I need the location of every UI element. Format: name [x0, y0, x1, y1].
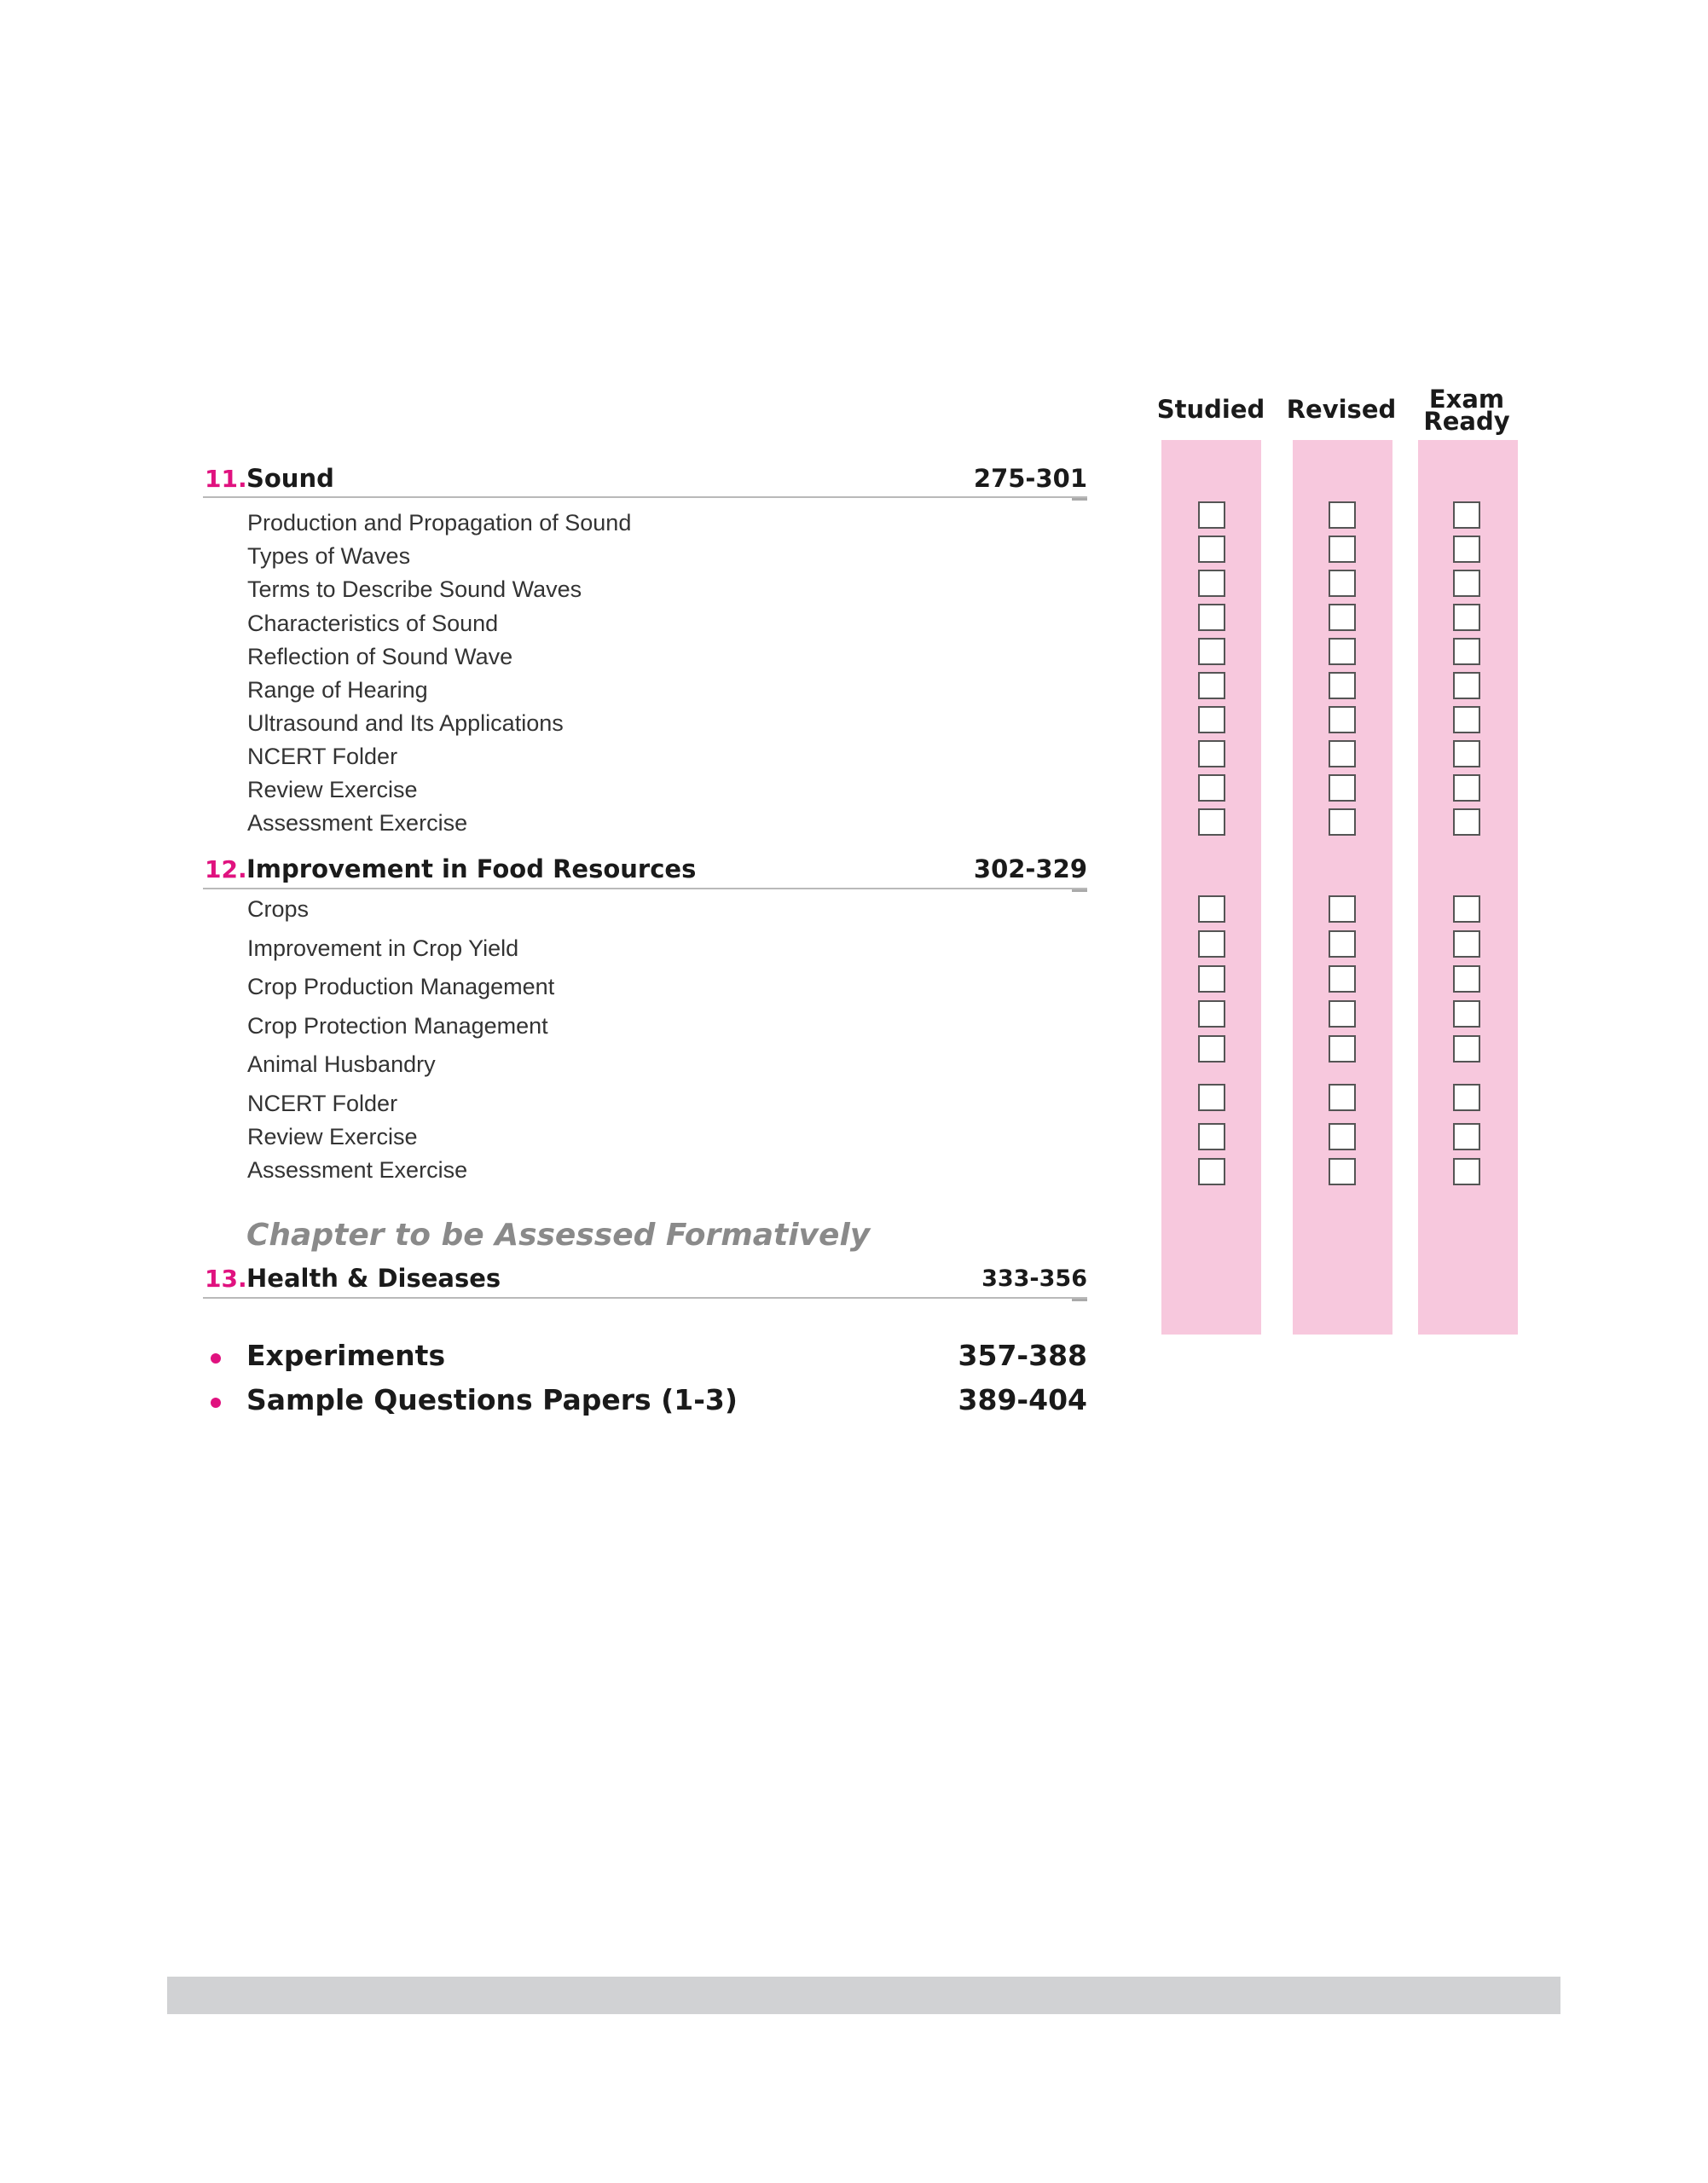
exam-ready-checkbox[interactable]	[1453, 501, 1480, 529]
chapter-title: Health & Diseases	[246, 1264, 501, 1293]
studied-checkbox[interactable]	[1198, 1035, 1225, 1063]
revised-checkbox[interactable]	[1329, 1000, 1356, 1028]
chapter-number: 12.	[205, 855, 247, 883]
studied-checkbox[interactable]	[1198, 1158, 1225, 1185]
chapter-divider	[203, 1297, 1087, 1299]
exam-ready-checkbox[interactable]	[1453, 1123, 1480, 1150]
column-header-exam-ready	[1407, 385, 1526, 436]
studied-checkbox[interactable]	[1198, 501, 1225, 529]
topic-item: Review Exercise	[247, 1124, 418, 1149]
revised-checkbox[interactable]	[1329, 895, 1356, 923]
studied-checkbox[interactable]	[1198, 604, 1225, 631]
assessment-note: Chapter to be Assessed Formatively	[246, 1218, 871, 1253]
topic-item: Assessment Exercise	[247, 1157, 468, 1183]
revised-checkbox[interactable]	[1329, 501, 1356, 529]
studied-checkbox[interactable]	[1198, 965, 1225, 993]
topic-item: Crop Protection Management	[247, 1013, 548, 1039]
exam-ready-checkbox[interactable]	[1453, 1035, 1480, 1063]
studied-checkbox[interactable]	[1198, 1084, 1225, 1111]
revised-checkbox[interactable]	[1329, 808, 1356, 836]
chapter-number: 11.	[205, 465, 247, 493]
column-header-revised: Revised	[1286, 395, 1397, 424]
revised-checkbox[interactable]	[1329, 965, 1356, 993]
exam-ready-checkbox[interactable]	[1453, 895, 1480, 923]
exam-ready-checkbox[interactable]	[1453, 808, 1480, 836]
revised-checkbox[interactable]	[1329, 1035, 1356, 1063]
revised-checkbox[interactable]	[1329, 740, 1356, 767]
studied-checkbox[interactable]	[1198, 536, 1225, 563]
revised-checkbox[interactable]	[1329, 706, 1356, 733]
chapter-title: Sound	[246, 464, 334, 493]
studied-checkbox[interactable]	[1198, 774, 1225, 802]
revised-checkbox[interactable]	[1329, 604, 1356, 631]
topic-item: Improvement in Crop Yield	[247, 935, 519, 961]
topic-item: Crop Production Management	[247, 974, 555, 999]
topic-item: Characteristics of Sound	[247, 611, 499, 636]
chapter-divider	[203, 888, 1087, 889]
revised-checkbox[interactable]	[1329, 930, 1356, 958]
studied-checkbox[interactable]	[1198, 1123, 1225, 1150]
studied-checkbox[interactable]	[1198, 672, 1225, 699]
studied-checkbox[interactable]	[1198, 740, 1225, 767]
topic-item: Review Exercise	[247, 777, 418, 802]
revised-checkbox[interactable]	[1329, 672, 1356, 699]
exam-ready-checkbox[interactable]	[1453, 672, 1480, 699]
column-header-studied: Studied	[1156, 395, 1265, 424]
exam-ready-checkbox[interactable]	[1453, 965, 1480, 993]
studied-checkbox[interactable]	[1198, 706, 1225, 733]
chapter-pages: 333-356	[981, 1265, 1087, 1292]
chapter-divider-tab	[1072, 889, 1087, 892]
column-header-exam-line2: Ready	[1423, 407, 1510, 436]
topic-item: Production and Propagation of Sound	[247, 510, 632, 536]
footer-bar	[167, 1977, 1560, 2014]
extra-pages: 389-404	[958, 1383, 1087, 1416]
revised-checkbox[interactable]	[1329, 774, 1356, 802]
topic-item: Animal Husbandry	[247, 1051, 436, 1077]
studied-checkbox[interactable]	[1198, 808, 1225, 836]
exam-ready-checkbox[interactable]	[1453, 638, 1480, 665]
column-header-exam-line1: Exam	[1428, 385, 1505, 414]
chapter-divider-tab	[1072, 498, 1087, 501]
revised-checkbox[interactable]	[1329, 1123, 1356, 1150]
exam-ready-checkbox[interactable]	[1453, 604, 1480, 631]
topic-item: NCERT Folder	[247, 1091, 398, 1116]
topic-item: NCERT Folder	[247, 744, 398, 769]
extra-pages: 357-388	[958, 1339, 1087, 1372]
topic-item: Range of Hearing	[247, 677, 428, 703]
exam-ready-checkbox[interactable]	[1453, 570, 1480, 597]
topic-item: Assessment Exercise	[247, 810, 468, 836]
revised-checkbox[interactable]	[1329, 1084, 1356, 1111]
chapter-pages: 275-301	[973, 464, 1087, 493]
exam-ready-checkbox[interactable]	[1453, 1158, 1480, 1185]
topic-item: Crops	[247, 896, 310, 922]
revised-checkbox[interactable]	[1329, 1158, 1356, 1185]
extra-title: Sample Questions Papers (1-3)	[246, 1383, 738, 1416]
exam-ready-checkbox[interactable]	[1453, 740, 1480, 767]
exam-ready-checkbox[interactable]	[1453, 930, 1480, 958]
revised-checkbox[interactable]	[1329, 638, 1356, 665]
bullet-icon	[211, 1398, 221, 1408]
studied-checkbox[interactable]	[1198, 930, 1225, 958]
studied-checkbox[interactable]	[1198, 895, 1225, 923]
topic-item: Reflection of Sound Wave	[247, 644, 513, 669]
chapter-number: 13.	[205, 1265, 247, 1293]
exam-ready-checkbox[interactable]	[1453, 536, 1480, 563]
studied-checkbox[interactable]	[1198, 570, 1225, 597]
revised-checkbox[interactable]	[1329, 570, 1356, 597]
exam-ready-checkbox[interactable]	[1453, 774, 1480, 802]
topic-item: Ultrasound and Its Applications	[247, 710, 564, 736]
exam-ready-checkbox[interactable]	[1453, 706, 1480, 733]
studied-checkbox[interactable]	[1198, 638, 1225, 665]
chapter-divider	[203, 496, 1087, 498]
chapter-title: Improvement in Food Resources	[246, 854, 697, 883]
bullet-icon	[211, 1353, 221, 1364]
revised-checkbox[interactable]	[1329, 536, 1356, 563]
studied-checkbox[interactable]	[1198, 1000, 1225, 1028]
exam-ready-checkbox[interactable]	[1453, 1084, 1480, 1111]
exam-ready-checkbox[interactable]	[1453, 1000, 1480, 1028]
extra-title: Experiments	[246, 1339, 446, 1372]
topic-item: Types of Waves	[247, 543, 411, 569]
topic-item: Terms to Describe Sound Waves	[247, 576, 582, 602]
chapter-divider-tab	[1072, 1299, 1087, 1301]
chapter-pages: 302-329	[973, 854, 1087, 883]
